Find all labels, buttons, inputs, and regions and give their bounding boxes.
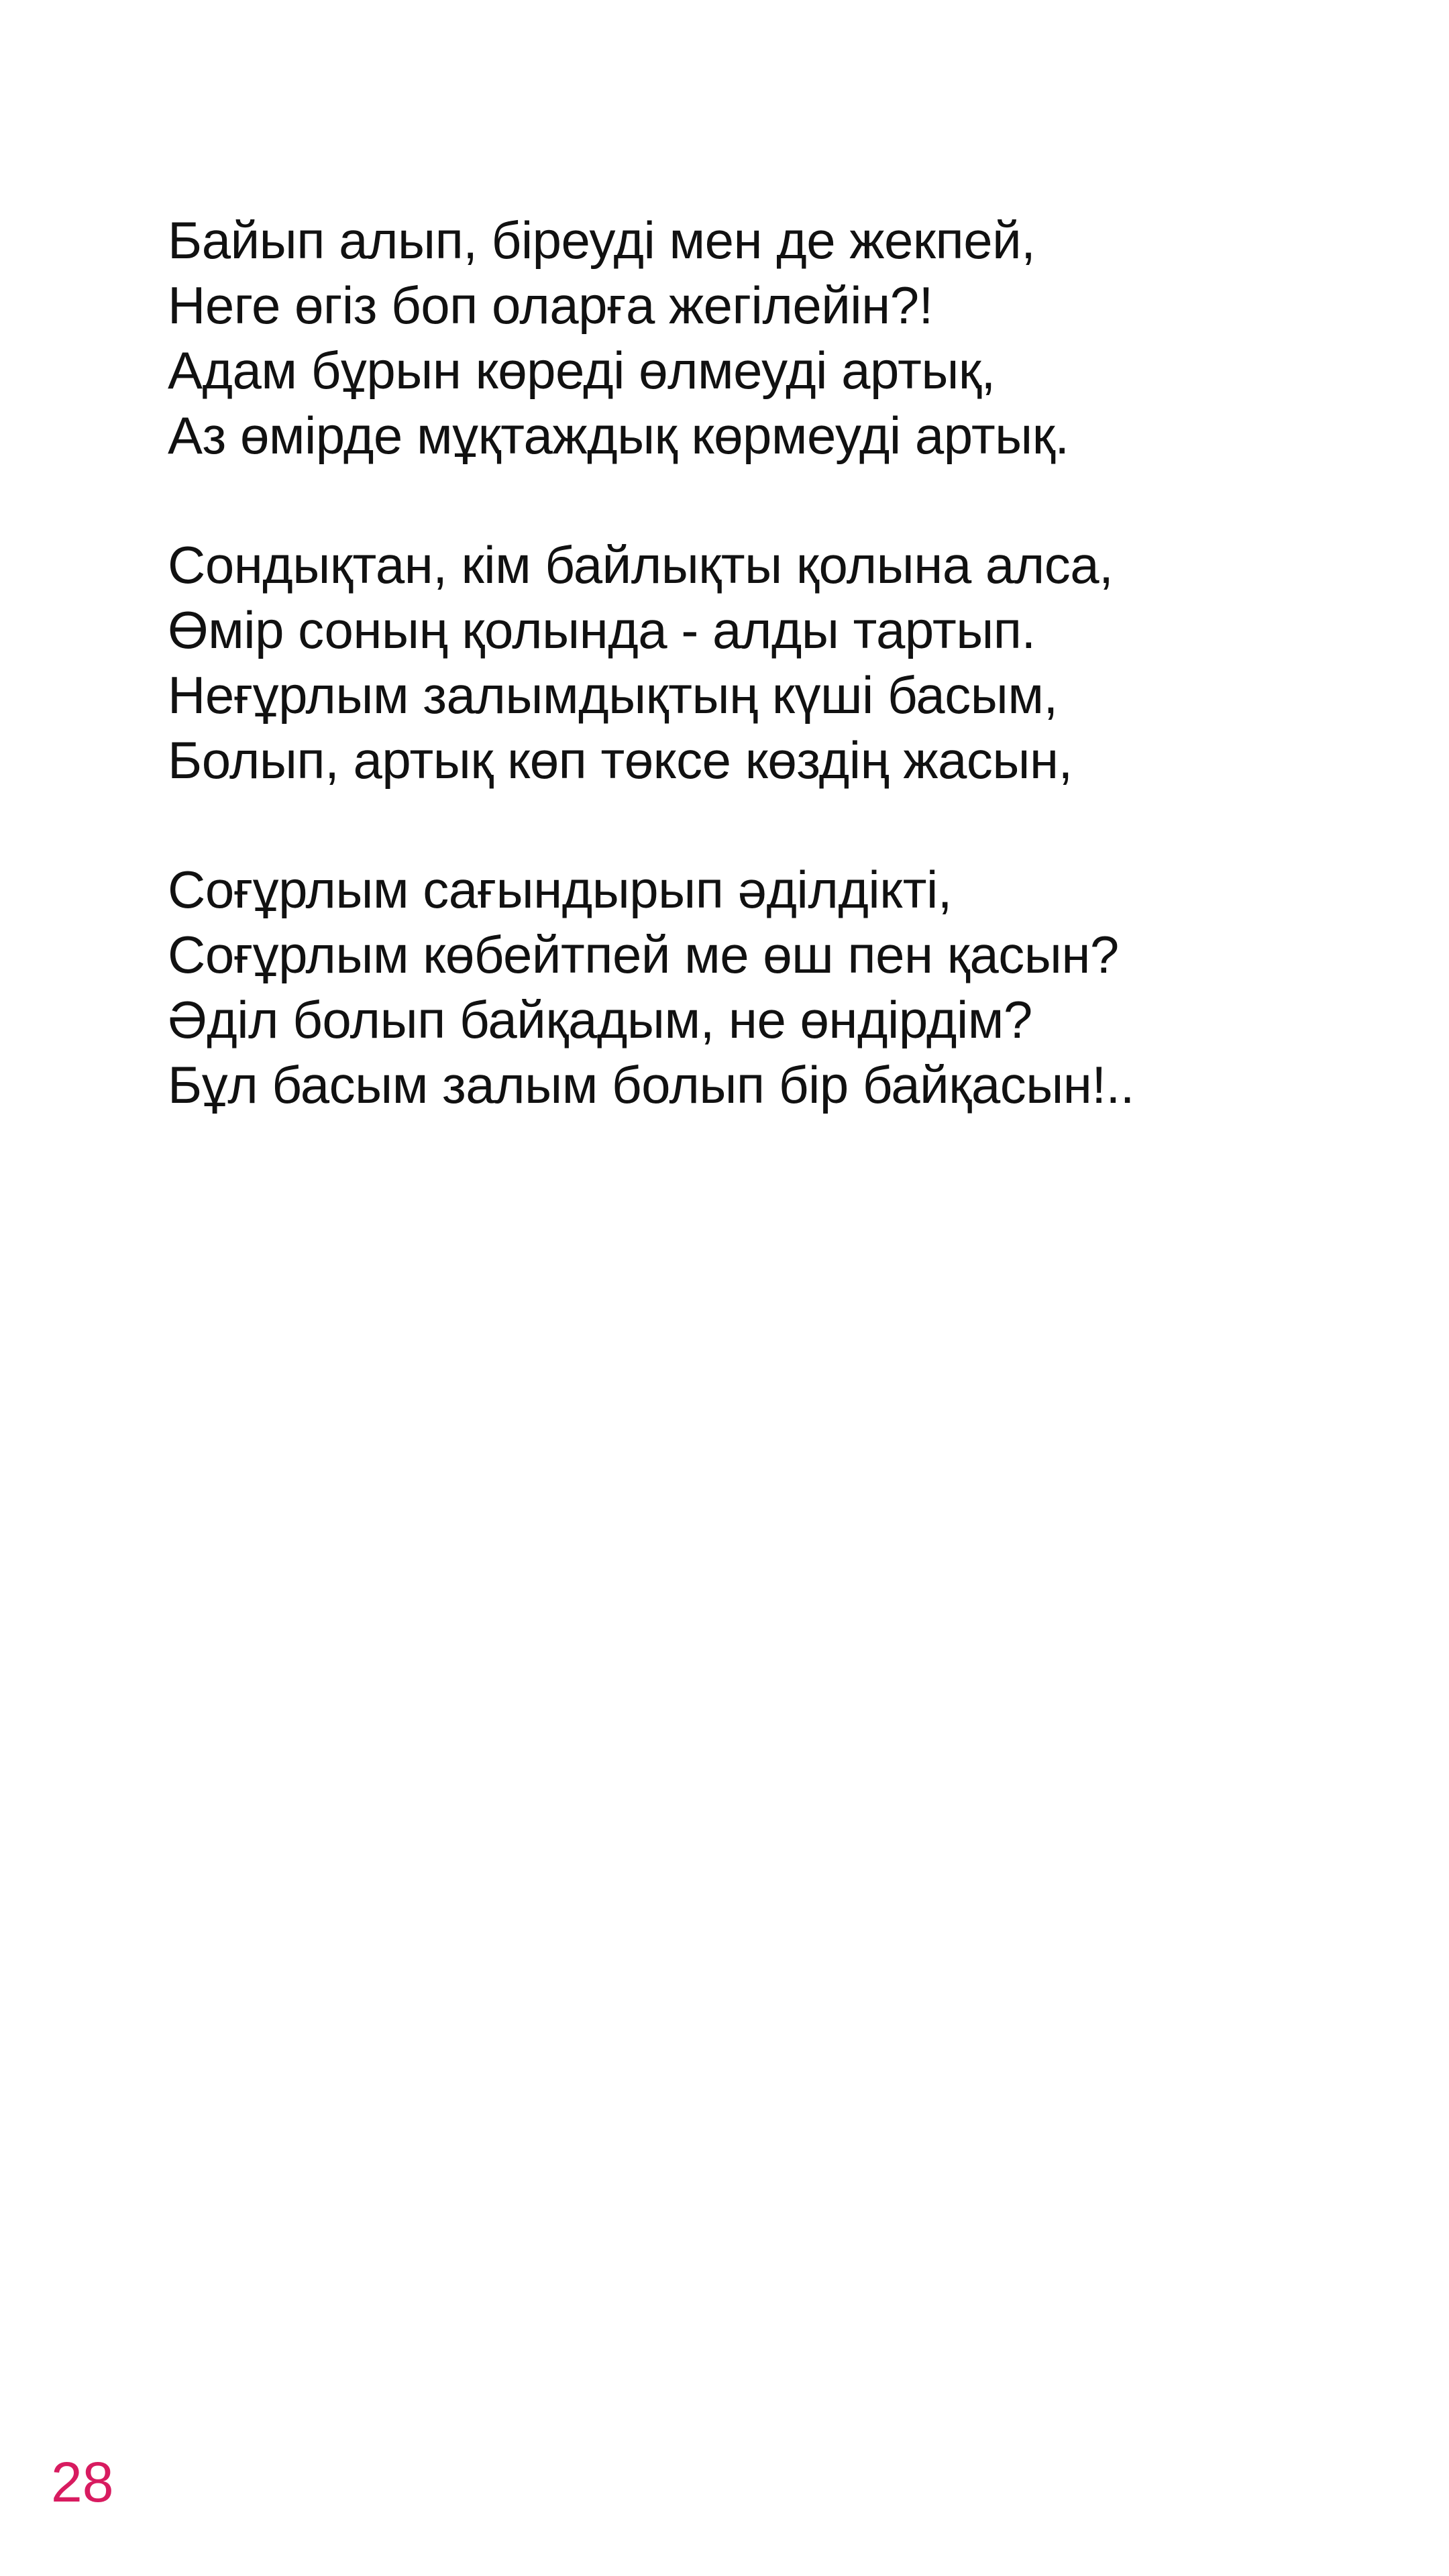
poem-line: Бұл басым залым болып бір байқасын!.. [168, 1055, 1134, 1114]
stanza-1 [168, 208, 1375, 468]
poem-line: Сондықтан, кім байлықты қолына алса, [168, 535, 1114, 594]
poem-line: Байып алып, біреуді мен де жекпей, [168, 211, 1036, 270]
poem-line: Өмір соның қолында - алды тартып. [168, 600, 1036, 659]
poem-line: Неге өгіз боп оларға жегілейін?! [168, 276, 933, 335]
poem-line: Аз өмірде мұқтаждық көрмеуді артық. [168, 406, 1069, 465]
poem-line: Болып, артық көп төксе көздің жасын, [168, 731, 1073, 790]
poem-line: Соғұрлым сағындырып әділдікті, [168, 860, 952, 919]
stanza-2 [168, 533, 1375, 793]
poem-line: Әділ болып байқадым, не өндірдім? [168, 990, 1032, 1049]
stanza-3 [168, 857, 1375, 1118]
poem-body [168, 208, 1375, 1182]
poem-line: Соғұрлым көбейтпей ме өш пен қасын? [168, 925, 1119, 984]
page-number: 28 [51, 2451, 114, 2514]
poem-line: Неғұрлым залымдықтың күші басым, [168, 665, 1058, 724]
poem-line: Адам бұрын көреді өлмеуді артық, [168, 341, 996, 400]
